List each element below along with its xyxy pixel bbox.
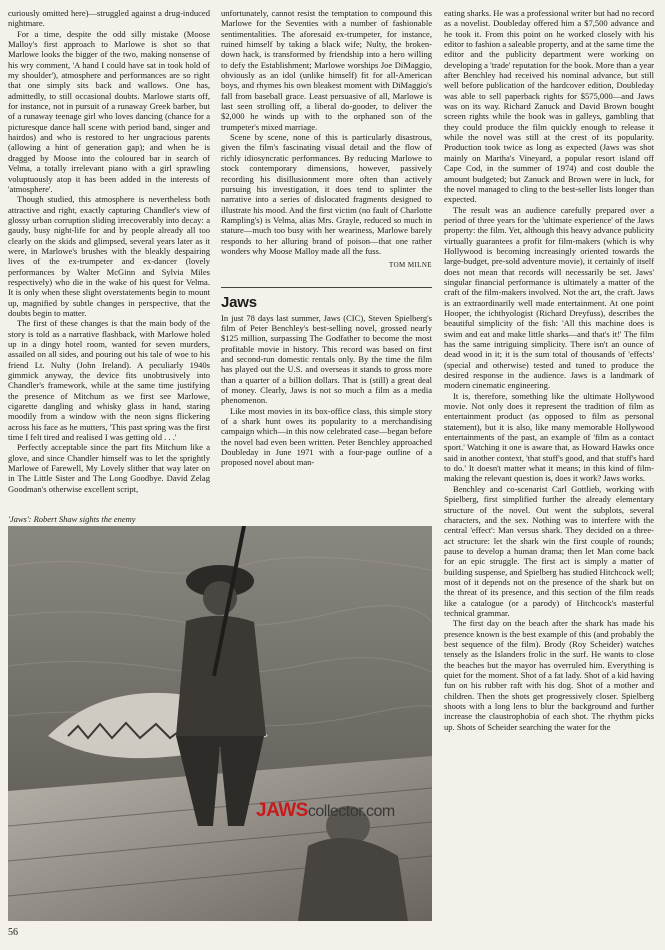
left-column xyxy=(8,8,210,494)
paragraph: The result was an audience carefully prepared over a period of three years for the 'ultimate experience' of the Jaws property: the film. Yet, although this heavy advance publicity virtually guarantees a profit for film-makers (which is why Hollywood is becoming increasingly oriented towards the large-budget, pre-sold adventure movie), it certainly of itself does not mean that records will necessarily be set. Jaws' singular financial performance is ultimately a matter of the craft of the film-makers involved. Not the art, the craft. Jaws is an extraordinarily well made entertainment. At one point Hooper, the ichthyologist (Richard Dreyfuss), describes the beautiful simplicity of the fish: 'All this machine does is swim and eat and make little sharks—and that's it!' The film has the same intriguing simplicity. There isn't an ounce of dead wood in it; it is the sum total of thousands of 'effects' (special and otherwise) tested and tuned to produce the desired response in the audience. Jaws is a landmark of modern cinematic engineering. xyxy=(444,204,654,391)
divider xyxy=(221,287,432,288)
review-byline: TOM MILNE xyxy=(389,261,432,270)
paragraph: Perfectly acceptable since the part fits Mitchum like a glove, and since Chandler himself was to let the sprightly Marlowe of Farewell, My Lovely slither that way later on in The Little Sister and The Long Goodbye. David Zelag Goodman's otherwise excellent script, xyxy=(8,442,210,494)
paragraph: The first of these changes is that the main body of the story is told as a narrative flashback, with Marlowe holed up in a dingy hotel room, wanted for seven murders, assailed on all sides, and pouring out his tale of woe to his friend Lt. Nulty (John Ireland). A peculiarly 1940s gimmick anyway, the device fits unobtrusively into Chandler's framework, while at the same time justifying the presence of Mitchum as we first see Marlowe, cigarette dangling and whisky glass in hand, staring moodily from a window with the neon signs flickering across his face as he mutters, 'This past spring was the first time I felt tired and realised I was getting old . . .' xyxy=(8,318,210,443)
paragraph: Scene by scene, none of this is particularly disastrous, given the film's fascinating visual detail and the flow of richly idiosyncratic performances. By reducing Marlowe to stock contemporary dimensions, however, passively recording his disillusionment more often than actively pursuing his investigation, it does tend to splinter the narrative into a series of dislocated fragments designed to illustrate his mood. And the first victim (no fault of Charlotte Rampling's) is Velma, alias Mrs. Grayle, reduced so much in stature—much too busy with her weariness, Marlowe barely responds to her alluring brand of poison—that one rather wonders why Moose Malloy made all the fuss. xyxy=(221,132,432,256)
paragraph: Though studied, this atmosphere is nevertheless both attractive and right, exactly capturing Chandler's view of glossy urban corruption sliding irrecoverably into decay: a gaudy, busy night-life for and by people already all too clearly on the skids and glimpsed, several years later as it were, in Marlowe's brushes with the bleakly despairing lives of the ex-trumpeter and ex-dancer (lovely performances by Walter McGinn and Sylvia Miles respectively) who die in the wake of his quest for Velma. It is only when these slight overstatements begin to mount up, magnified by subtle changes in perspective, that the doubts begin to matter. xyxy=(8,194,210,318)
paragraph: eating sharks. He was a professional writer but had no record as a novelist. Doubleday offered him a $7,500 advance and he took it. From this point on he worked closely with his editor to fashion a saleable property, and at the same time the editor and the publicity department were working on developing a 'trade' reputation for the book. More than a year after Benchley had received his nominal advance, but still well before publication of the hardcover edition, Doubleday was able to sell paperback rights for $575,000—and Jaws was on its way. Richard Zanuck and David Brown bought screen rights while the book was in galleys, gambling that they could produce the film quickly enough to release it while the novel was still at the crest of its popularity. Production took twice as long as expected (Jaws was shot mainly on Martha's Vineyard, a popular resort island off Cape Cod, in the summer of 1974) and cost double the amount budgeted; but Zanuck and Brown were in luck, for the novel managed to cling to the best-seller lists longer than expected. xyxy=(444,8,654,205)
review-title: Jaws xyxy=(221,293,257,311)
film-still-photo xyxy=(8,526,432,921)
page-number: 56 xyxy=(8,927,18,938)
paragraph: Benchley and co-scenarist Carl Gottlieb, working with Spielberg, first simplified further the already elementary structure of the novel. Out went the subplots, several characters, and the sex. Nothing was to interfere with the central 'effect': Man versus shark. They decided on a three-act structure: let the shark win the first couple of rounds; pause to develop a human drama; then let Man come back for an epic struggle. The first act is simply a matter of building suspense, and Spielberg has studied Hitchcock well; most of it depends not on the presence of the shark but on the threat of its presence, and this section of the film reads like a catalogue (or a parody) of Hitchcock's masterful technical grammar. xyxy=(444,483,654,618)
photo-illustration xyxy=(8,526,432,921)
paragraph: Like most movies in its box-office class, this simple story of a shark hunt owes its popularity to a merchandising campaign which—in this now celebrated case—began before the novel had even been written. Peter Benchley approached Doubleday in June 1971 with a four-page outline of a proposed novel about man- xyxy=(221,405,432,468)
paragraph: For a time, despite the odd silly mistake (Moose Malloy's first approach to Marlowe is shot so that Marlowe looks the bigger of the two, making nonsense of his wry comment, 'A hand I could have sat in took hold of my shoulder'), atmosphere and performances are so right that one simply sits back and wallows. One has, admittedly, to still occasional doubts. Marlowe starts off, for instance, not in pursuit of a runaway Greek barber, but of a runaway teenage girl who loves dancing (chance for a picturesque dance hall scene with period band, singer and hairdos) and who is restored to her ungracious parents (allowing a hint of generation gap); and when he is dragged by Moose into the coloured bar in search of Velma, a totally irrelevant piano with a girl sprawling voluptuously atop it has been added in the interests of 'atmosphere'. xyxy=(8,28,210,194)
paragraph: In just 78 days last summer, Jaws (CIC), Steven Spielberg's film of Peter Benchley's best-selling novel, grossed nearly $125 million, surpassing The Godfather to become the most profitable movie in history. This record was based on first and second-run domestic rentals only. By the time the film has played out the U.S. and overseas it stands to gross more than a quarter of a billion dollars. That is (still) a great deal of money. Clearly, Jaws is not so much a film as a media phenomenon. xyxy=(221,312,432,406)
paragraph: It is, therefore, something like the ultimate Hollywood movie. Not only does it represent the tradition of film as entertainment product (as opposed to film as personal statement), but it is also, like many memorable Hollywood entertainments of the past, an example of 'film as a contact sport.' Watching it one is aware that, as Howard Hawks once said in another context, 'that stuff's good, and that stuff's hard to do.' It doesn't matter what it means; in this kind of film-making the relevant question is, does it work? Jaws works. xyxy=(444,390,654,484)
paragraph: unfortunately, cannot resist the temptation to compound this Marlowe for the Seventies with a number of fashionable sentimentalities. The aforesaid ex-trumpeter, for instance, ruined himself by taking a black wife; Nulty, the broken-down hack, is transformed by friendship into a hero willing to defy the Establishment; Marlowe worships Joe DiMaggio, obviously as an idol (unlike himself) fit for all-American boys, and rhymes his own bleakest moment with DiMaggio's fall from baseball grace. Least persuasive of all, Marlowe is last seen strolling off, a liberal do-gooder, to deliver the $2,000 he winds up with to the orphaned son of the trumpeter's mixed marriage. xyxy=(221,8,432,132)
watermark: JAWScollector.com xyxy=(256,800,395,821)
paragraph: curiously omitted here)—struggled against a drug-induced nightmare. xyxy=(8,8,210,29)
right-column xyxy=(444,8,654,732)
middle-column xyxy=(221,8,432,468)
photo-caption: 'Jaws': Robert Shaw sights the enemy xyxy=(8,514,136,524)
paragraph: The first day on the beach after the shark has made his presence known is the best example of this (and probably the best sequence of the film). Brody (Roy Scheider) watches tensely as the Islanders frolic in the surf. He wants to close the beaches but the mayor has overruled him. Everything is quiet for the moment. Shot of a fat lady. Shot of a kid having fun on his rubber raft with his dog. Shot of a mother and children. Then the shots get progressively closer. Spielberg shoots with a long lens to blur the background and further increase the claustrophobia of each shot. The rhythm picks up. Shots of Scheider searching the water for the xyxy=(444,618,654,732)
